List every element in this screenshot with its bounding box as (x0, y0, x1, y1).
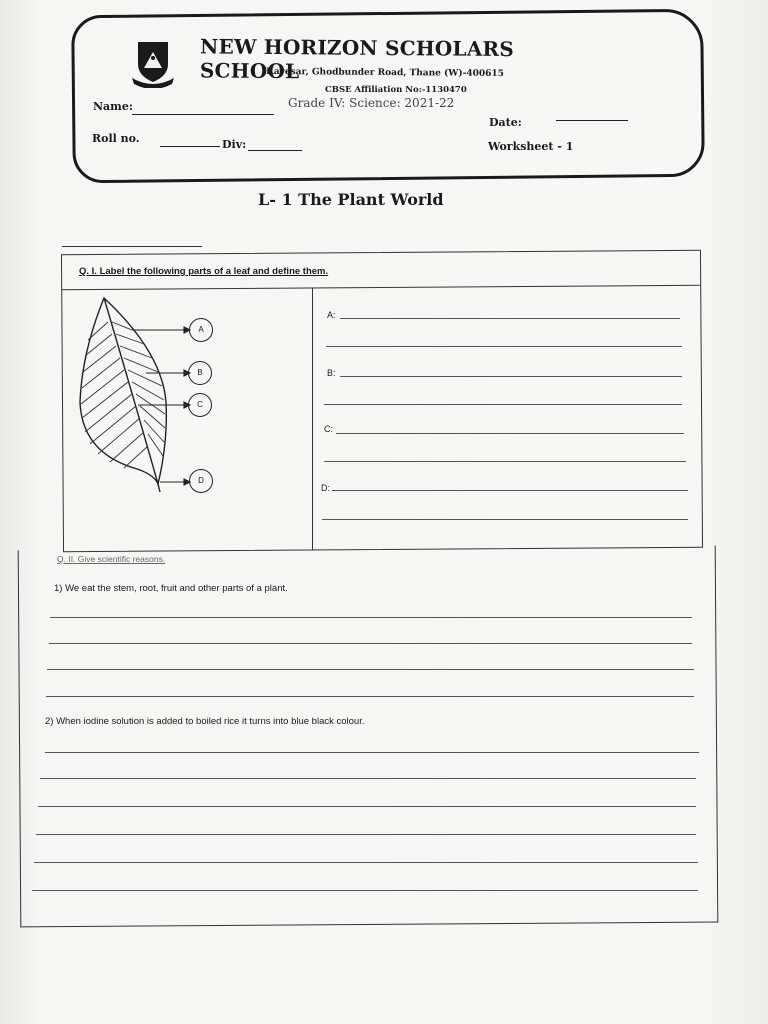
reason2-line-4[interactable] (36, 834, 696, 835)
reason1-line-4[interactable] (46, 696, 694, 697)
roll-field[interactable] (160, 146, 220, 147)
grade-subject: Grade IV: Science: 2021-22 (288, 96, 455, 110)
div-field[interactable] (248, 150, 302, 151)
question2-prompt: Q. II. Give scientific reasons. (57, 554, 166, 564)
question2-item-1: 1) We eat the stem, root, fruit and other parts of a plant. (54, 583, 288, 594)
question2-box (18, 546, 719, 928)
div-label: Div: (222, 138, 247, 151)
diagram-label-d: D (189, 469, 213, 493)
reason1-line-1[interactable] (50, 617, 692, 618)
reason2-line-2[interactable] (40, 778, 696, 779)
question1-column-divider (312, 288, 313, 550)
diagram-label-c: C (188, 393, 212, 417)
diagram-label-b: B (188, 361, 212, 385)
name-label: Name: (93, 100, 133, 113)
name-field[interactable] (132, 114, 274, 115)
cbse-affiliation: CBSE Affiliation No:-1130470 (325, 85, 467, 95)
answer-label-c: C: (324, 424, 333, 434)
roll-label: Roll no. (92, 132, 140, 145)
reason2-line-6[interactable] (32, 890, 698, 891)
answer-label-d: D: (321, 483, 330, 493)
date-field[interactable] (556, 120, 628, 121)
school-address: Kavesar, Ghodbunder Road, Thane (W)-400615 (265, 66, 504, 80)
separator-line (62, 246, 202, 247)
answer-line-a1[interactable] (340, 318, 680, 319)
answer-line-a2[interactable] (326, 346, 682, 347)
answer-line-c2[interactable] (324, 461, 686, 462)
reason1-line-3[interactable] (47, 669, 694, 670)
lesson-title: L- 1 The Plant World (258, 190, 444, 209)
date-label: Date: (489, 116, 522, 129)
reason1-line-2[interactable] (49, 643, 692, 644)
answer-label-b: B: (327, 368, 336, 378)
reason2-line-3[interactable] (38, 806, 696, 807)
question1-prompt: Q. I. Label the following parts of a leaf and define them. (79, 266, 329, 277)
school-logo-icon (130, 38, 176, 88)
question2-item-2: 2) When iodine solution is added to boiled rice it turns into blue black colour. (45, 716, 365, 727)
reason2-line-5[interactable] (34, 862, 698, 863)
answer-line-c1[interactable] (336, 433, 684, 434)
answer-label-a: A: (327, 310, 336, 320)
answer-line-b2[interactable] (324, 404, 682, 405)
answer-line-d2[interactable] (322, 519, 688, 520)
reason2-line-1[interactable] (45, 752, 699, 753)
worksheet-label: Worksheet - 1 (488, 140, 574, 153)
answer-line-b1[interactable] (340, 376, 682, 377)
diagram-label-a: A (189, 318, 213, 342)
answer-line-d1[interactable] (332, 490, 688, 491)
school-name: NEW HORIZON SCHOLARS SCHOOL (199, 34, 515, 84)
